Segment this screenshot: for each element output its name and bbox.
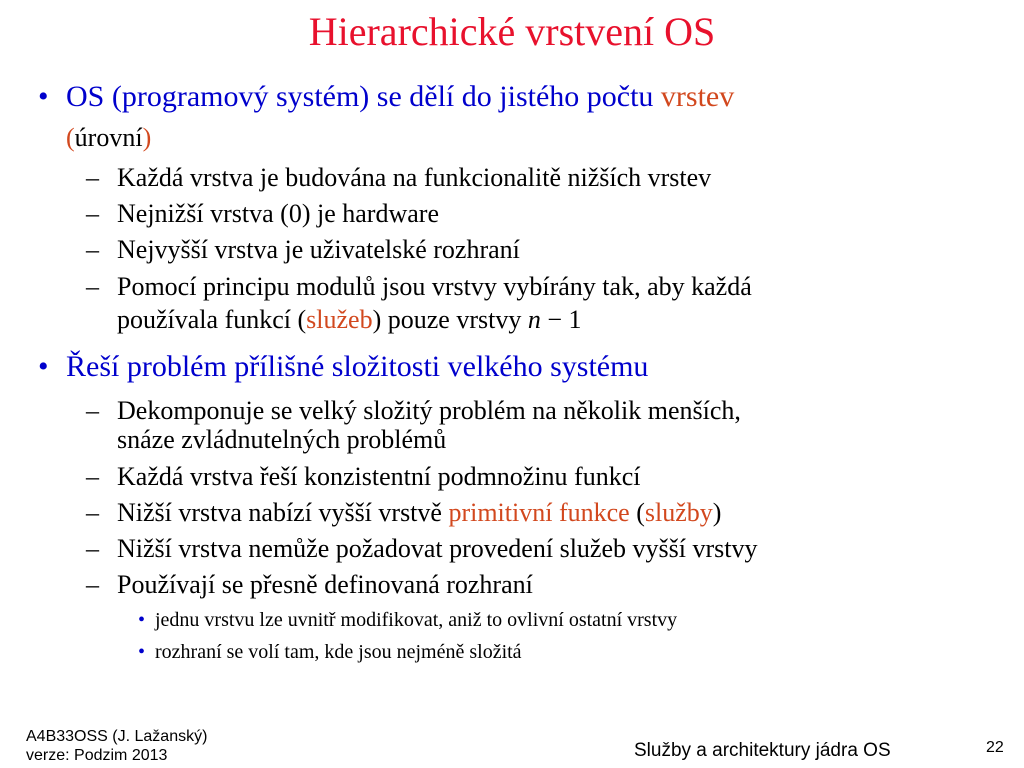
- sub-item-line2: snáze zvládnutelných problémů: [117, 425, 447, 454]
- sub-item-text: používala funkcí (: [117, 305, 307, 334]
- footer-topic: Služby a architektury jádra OS: [634, 740, 891, 761]
- dash-marker: –: [86, 534, 99, 563]
- dash-marker: –: [86, 570, 99, 599]
- dash-marker: –: [86, 498, 99, 527]
- dash-marker: –: [86, 235, 99, 264]
- sub-item-text: ): [712, 498, 722, 527]
- bullet-2: Řeší problém přílišné složitosti velkého systému: [66, 350, 649, 383]
- bullet-1-highlight: vrstev: [660, 80, 735, 113]
- services-highlight: služby: [644, 498, 713, 527]
- bullet-1-paren-open: (: [66, 123, 75, 152]
- sub-item: [117, 496, 721, 530]
- dash-marker: –: [86, 462, 99, 491]
- small-bullet-marker: •: [138, 641, 146, 663]
- sub-item: Používají se přesně definovaná rozhraní: [117, 570, 533, 599]
- sub-item: Každá vrstva je budována na funkcionalitě nižších vrstev: [117, 163, 712, 192]
- sub-item-text: Nižší vrstva nabízí vyšší vrstvě: [117, 498, 449, 527]
- bullet-1-levels: úrovní: [74, 123, 143, 152]
- sub-sub-item: jednu vrstvu lze uvnitř modifikovat, aniž to ovlivní ostatní vrstvy: [155, 609, 678, 631]
- footer-version: verze: Podzim 2013: [26, 747, 168, 764]
- bullet-1-paren-close: ): [142, 123, 152, 152]
- sub-item: Nejnižší vrstva (0) je hardware: [117, 199, 439, 228]
- sub-item-text: ) pouze vrstvy: [372, 305, 528, 334]
- bullet-1-text: OS (programový systém) se dělí do jistého počtu: [66, 80, 661, 113]
- bullet-1-line2: [66, 121, 151, 155]
- page-number: 22: [986, 739, 1004, 756]
- sub-sub-item: rozhraní se volí tam, kde jsou nejméně složitá: [155, 641, 522, 663]
- slide-title: Hierarchické vrstvení OS: [308, 9, 716, 54]
- dash-marker: –: [86, 396, 99, 425]
- sub-item: Pomocí principu modulů jsou vrstvy vybírány tak, aby každá: [117, 272, 752, 301]
- bullet-marker: •: [38, 80, 49, 113]
- footer-course: A4B33OSS (J. Lažanský): [26, 728, 208, 745]
- sub-item: Dekomponuje se velký složitý problém na několik menších,: [117, 396, 741, 425]
- primitive-functions-highlight: primitivní funkce: [448, 498, 630, 527]
- sub-item-text: (: [629, 498, 645, 527]
- sub-item: Každá vrstva řeší konzistentní podmnožinu funkcí: [117, 462, 641, 491]
- sub-item: Nižší vrstva nemůže požadovat provedení služeb vyšší vrstvy: [117, 534, 758, 563]
- dash-marker: –: [86, 199, 99, 228]
- sub-item-text: − 1: [540, 305, 582, 334]
- variable-n: n: [527, 305, 541, 334]
- services-highlight: služeb: [306, 305, 373, 334]
- small-bullet-marker: •: [138, 609, 146, 631]
- dash-marker: –: [86, 272, 99, 301]
- sub-item: Nejvyšší vrstva je uživatelské rozhraní: [117, 235, 520, 264]
- bullet-marker: •: [38, 350, 49, 383]
- bullet-1: [66, 80, 734, 114]
- sub-item-line2: [117, 303, 582, 337]
- dash-marker: –: [86, 163, 99, 192]
